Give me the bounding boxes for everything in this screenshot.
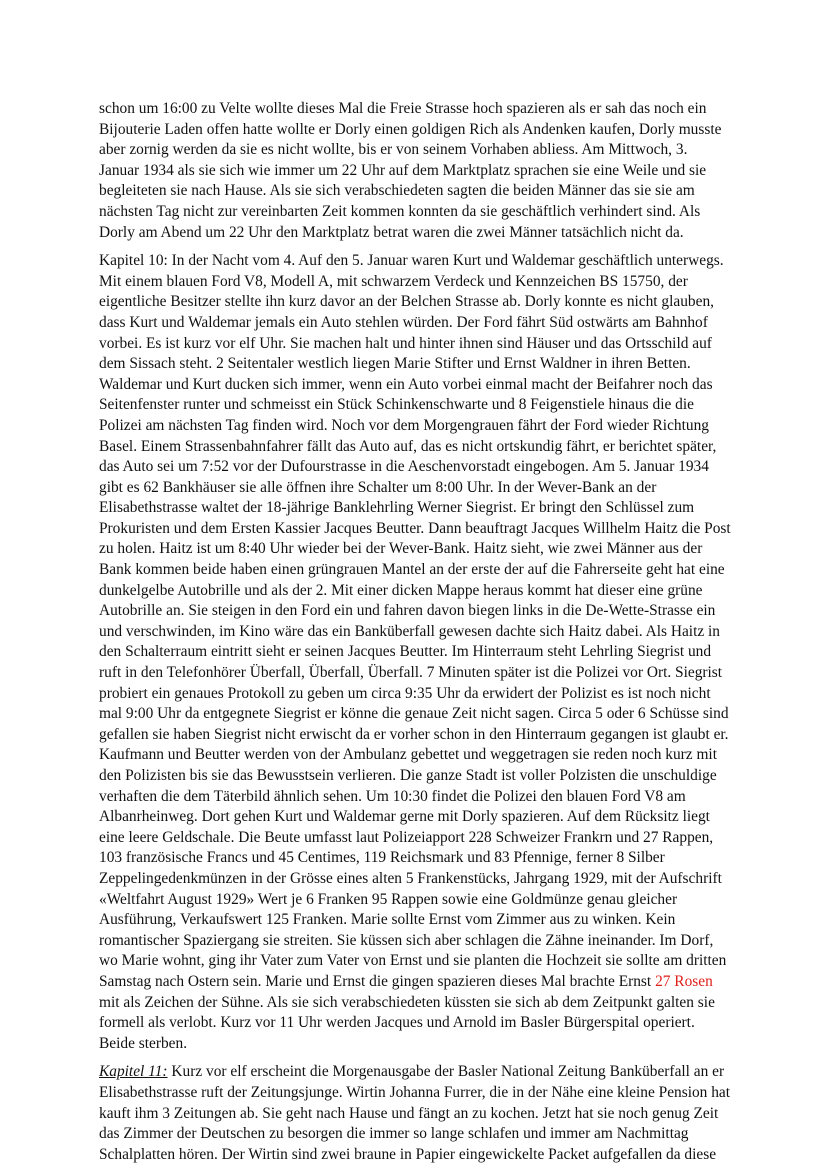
- chapter-11-heading: Kapitel 11:: [99, 1063, 168, 1081]
- paragraph-chapter-11: [99, 1062, 731, 1165]
- chapter-10-text: Kapitel 10: In der Nacht vom 4. Auf den 5. Januar waren Kurt und Waldemar geschäftlich unterwegs. Mit einem blauen Ford V8, Modell A, mit schwarzem Verdeck und Kennzeichen BS 15750, der eigentliche Besitzer stellte ihn kurz davor an der Belchen Strasse ab. Dorly konnte es nicht glauben, dass Kurt und Waldemar jemals ein Auto stehlen würden. Der Ford fährt Süd ostwärts am Bahnhof vorbei. Es ist kurz vor elf Uhr. Sie machen halt und hinter ihnen sind Häuser und das Ortsschild auf dem Sissach steht. 2 Seitentaler westlich liegen Marie Stifter und Ernst Waldner in ihren Betten. Waldemar und Kurt ducken sich immer, wenn ein Auto vorbei einmal macht der Beifahrer noch das Seitenfenster runter und schmeisst ein Stück Schinkenschwarte und 8 Feigenstiele hinaus die die Polizei am nächsten Tag finden wird. Noch vor dem Morgengrauen fährt der Ford wieder Richtung Basel. Einem Strassenbahnfahrer fällt das Auto auf, das es nicht ortskundig fährt, er berichtet später, das Auto sei um 7:52 vor der Dufourstrasse in die Aeschenvorstadt eingebogen. Am 5. Januar 1934 gibt es 62 Bankhäuser sie alle öffnen ihre Schalter um 8:00 Uhr. In der Wever-Bank an der Elisabethstrasse waltet der 18-jährige Banklehrling Werner Siegrist. Er bringt den Schlüssel zum Prokuristen und dem Ersten Kassier Jacques Beutter. Dann beauftragt Jacques Willhelm Haitz die Post zu holen. Haitz ist um 8:40 Uhr wieder bei der Wever-Bank. Haitz sieht, wie zwei Männer aus der Bank kommen beide haben einen grüngrauen Mantel an der erste der auf die Fahrerseite geht hat eine dunkelgelbe Autobrille und als der 2. Mit einer dicken Mappe heraus kommt hat dieser eine grüne Autobrille an. Sie steigen in den Ford ein und fahren davon biegen links in die De-Wette-Strasse ein und verschwinden, im Kino wäre das ein Banküberfall gewesen dachte sich Haitz dabei. Als Haitz in den Schalterraum eintritt sieht er seinen Jacques Beutter. Im Hinterraum steht Lehrling Siegrist und ruft in den Telefonhörer Überfall, Überfall, Überfall. 7 Minuten später ist die Polizei vor Ort. Siegrist probiert ein genaues Protokoll zu geben um circa 9:35 Uhr da erwidert der Polizist es ist noch nicht mal 9:00 Uhr da entgegnete Siegrist er könne die genaue Zeit nicht sagen. Circa 5 oder 6 Schüsse sind gefallen sie haben Siegrist nicht erwischt da er vorher schon in den Hinterraum gegangen ist glaubt er. Kaufmann und Beutter werden von der Ambulanz gebettet und weggetragen sie reden noch kurz mit den Polizisten bis sie das Bewusstsein verlieren. Die ganze Stadt ist voller Polzisten die unschuldige verhaften die dem Täterbild ähnlich sehen. Um 10:30 findet die Polizei den blauen Ford V8 am Albanrheinweg. Dort gehen Kurt und Waldemar gerne mit Dorly spazieren. Auf dem Rücksitz liegt eine leere Geldschale. Die Beute umfasst laut Polizeiapport 228 Schweizer Frankrn und 27 Rappen, 103 französische Francs und 45 Centimes, 119 Reichsmark und 83 Pfennige, ferner 8 Silber Zeppelingedenkmünzen in der Grösse eines alten 5 Frankenstücks, Jahrgang 1929, mit der Aufschrift «Weltfahrt August 1929» Wert je 6 Franken 95 Rappen sowie eine Goldmünze genau gleicher Ausführung, Verkaufswert 125 Franken. Marie sollte Ernst vom Zimmer aus zu winken. Kein romantischer Spaziergang sie streiten. Sie küssen sich aber schlagen die Zähne ineinander. Im Dorf, wo Marie wohnt, ging ihr Vater zum Vater von Ernst und sie planten die Hochzeit sie sollte am dritten Samstag nach Ostern sein. Marie und Ernst die gingen spazieren dieses Mal brachte Ernst: [99, 252, 731, 990]
- paragraph-1-text: schon um 16:00 zu Velte wollte dieses Mal die Freie Strasse hoch spazieren als er sah das noch ein Bijouterie Laden offen hatte wollte er Dorly einen goldigen Rich als Andenken kaufen, Dorly musste aber zornig werden da sie es nicht wollte, bis er von seinem Vorhaben abliess. Am Mittwoch, 3. Januar 1934 als sie sich wie immer um 22 Uhr auf dem Marktplatz sprachen sie eine Weile und sie begleiteten sie nach Hause. Als sie sich verabschiedeten sagten die beiden Männer das sie sie am nächsten Tag nicht zur vereinbarten Zeit kommen konnten da sie geschäftlich verhindert sind. Als Dorly am Abend um 22 Uhr den Marktplatz betrat waren die zwei Männer tatsächlich nicht da.: [99, 100, 722, 241]
- document-page: [99, 99, 731, 1173]
- paragraph-chapter-10: [99, 251, 731, 1054]
- chapter-11-text: Kurz vor elf erscheint die Morgenausgabe der Basler National Zeitung Banküberfall an er Elisabethstrasse ruft der Zeitungsjunge. Wirtin Johanna Furrer, die in der Nähe eine kleine Pension hat kauft ihm 3 Zeitungen ab. Sie geht nach Hause und fängt an zu kochen. Jetzt hat sie noch genug Zeit das Zimmer der Deutschen zu besorgen die immer so lange schlafen und immer am Nachmittag Schalplatten hören. Der Wirtin sind zwei braune in Papier eingewickelte Packet aufgefallen da diese: [99, 1063, 731, 1163]
- highlighted-roses-text: 27 Rosen: [655, 972, 713, 990]
- paragraph-1: [99, 99, 731, 243]
- chapter-10-text-end: mit als Zeichen der Sühne. Als sie sich verabschiedeten küssten sie sich ab dem Zeitpunkt galten sie formell als verlobt. Kurz vor 11 Uhr werden Jacques und Arnold im Basler Bürgerspital operiert. Beide sterben.: [99, 993, 715, 1052]
